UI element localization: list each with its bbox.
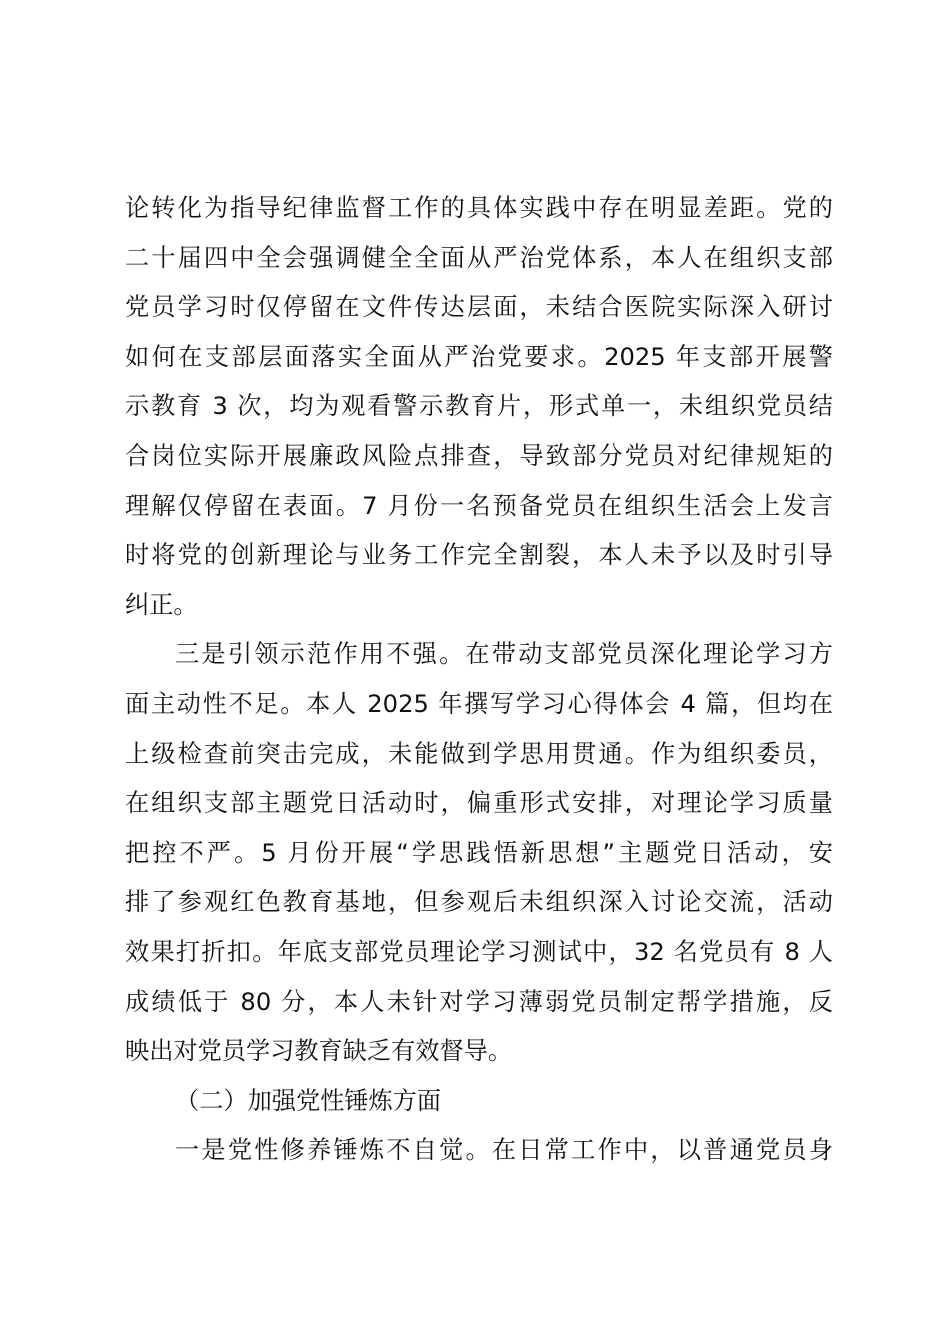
paragraph-line: 面主动性不足。本人 2025 年撰写学习心得体会 4 篇，但均在 [125, 689, 833, 718]
paragraph-line: 映出对党员学习教育缺乏有效督导。 [125, 1037, 513, 1066]
paragraph-line: 在组织支部主题党日活动时，偏重形式安排，对理论学习质量 [125, 789, 833, 818]
paragraph-first-line: 三是引领示范作用不强。在带动支部党员深化理论学习方 [175, 640, 833, 669]
paragraph-line: 论转化为指导纪律监督工作的具体实践中存在明显差距。党的 [125, 194, 833, 222]
paragraph-line: 把控不严。5 月份开展“学思践悟新思想”主题党日活动，安 [125, 838, 833, 867]
paragraph-line: 示教育 3 次，均为观看警示教育片，形式单一，未组织党员结 [125, 392, 833, 421]
section-heading: （二）加强党性锤炼方面 [175, 1086, 442, 1115]
paragraph-line: 党员学习时仅停留在文件传达层面，未结合医院实际深入研讨 [125, 293, 833, 322]
paragraph-line: 时将党的创新理论与业务工作完全割裂，本人未予以及时引导 [125, 541, 833, 570]
paragraph-line: 理解仅停留在表面。7 月份一名预备党员在组织生活会上发言 [125, 491, 833, 520]
paragraph-first-line: 一是党性修养锤炼不自觉。在日常工作中，以普通党员身 [175, 1136, 833, 1165]
paragraph-line: 如何在支部层面落实全面从严治党要求。2025 年支部开展警 [125, 342, 833, 371]
paragraph-line: 二十届四中全会强调健全全面从严治党体系，本人在组织支部 [125, 243, 833, 272]
document-page [125, 184, 833, 1176]
paragraph-line: 上级检查前突击完成，未能做到学思用贯通。作为组织委员， [125, 739, 833, 768]
paragraph-line: 纠正。 [125, 590, 198, 619]
paragraph-line: 成绩低于 80 分，本人未针对学习薄弱党员制定帮学措施，反 [125, 987, 833, 1016]
paragraph-line: 合岗位实际开展廉政风险点排查，导致部分党员对纪律规矩的 [125, 441, 833, 470]
paragraph-line: 效果打折扣。年底支部党员理论学习测试中，32 名党员有 8 人 [125, 937, 833, 966]
paragraph-line: 排了参观红色教育基地，但参观后未组织深入讨论交流，活动 [125, 888, 833, 917]
